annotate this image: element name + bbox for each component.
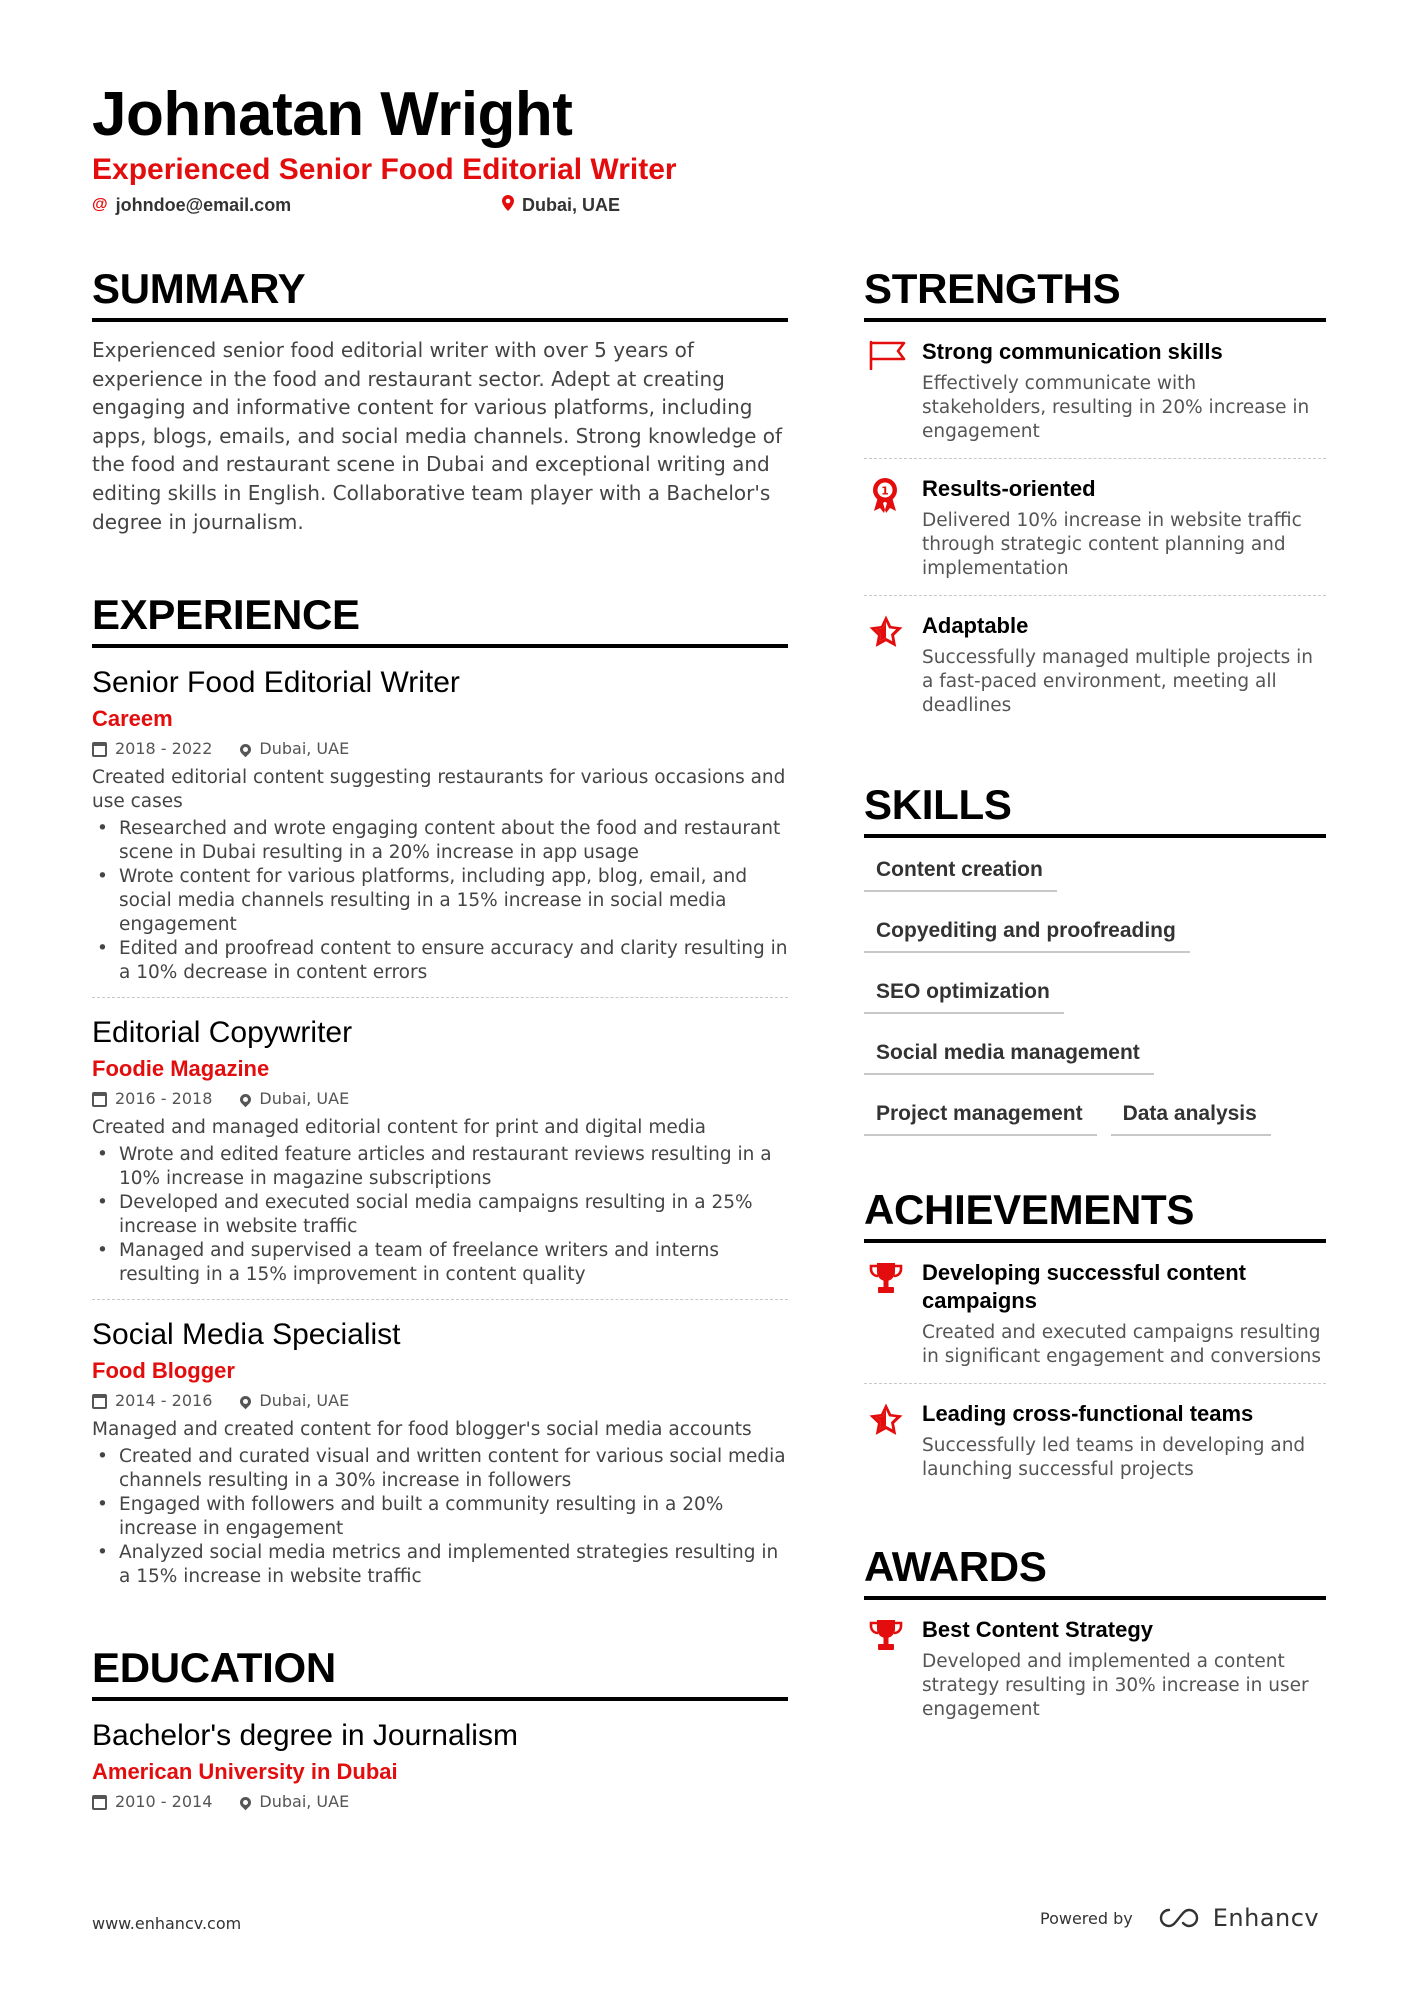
job-description: Managed and created content for food blogger's social media accounts — [92, 1419, 752, 1441]
calendar-icon — [92, 1795, 107, 1810]
contact-location — [502, 193, 620, 217]
job-bullets — [92, 1143, 788, 1287]
contact-email[interactable] — [92, 193, 291, 217]
skill-tag: Content creation — [864, 850, 1057, 892]
location-pin-icon — [502, 193, 514, 217]
job-bullets — [92, 1445, 788, 1589]
job-bullet: • Edited and proofread content to ensure accuracy and clarity resulting in a 10% decrease in content errors — [92, 937, 788, 985]
achievement-item — [864, 1243, 1326, 1384]
strength-desc: Delivered 10% increase in website traffic through strategic content planning and implementation — [922, 510, 1302, 579]
job-entry — [92, 1300, 788, 1601]
right-column — [864, 264, 1326, 1736]
award-item — [864, 1600, 1326, 1736]
achievement-title: Developing successful content campaigns — [922, 1260, 1246, 1313]
summary-text: Experienced senior food editorial writer with over 5 years of experience in the food and restaurant sector. Adept at creating engaging and informative content for various platforms, including apps, blogs, emails, and social media channels. Strong knowledge of the food and restaurant scene in Dubai and exceptional writing and editing skills in English. Collaborative team player with a Bachelor's degree in journalism. — [92, 338, 783, 534]
location-pin-icon — [238, 1794, 254, 1810]
skill-tag: Copyediting and proofreading — [864, 911, 1190, 953]
award-badge-icon — [864, 475, 922, 581]
achievements-heading: ACHIEVEMENTS — [864, 1185, 1326, 1243]
award-title: Best Content Strategy — [922, 1617, 1154, 1642]
enhancv-logo — [1157, 1904, 1319, 1932]
location-pin-icon — [238, 1393, 254, 1409]
education-section — [92, 1643, 788, 1813]
skills-section — [864, 780, 1326, 1155]
job-bullet: • Wrote and edited feature articles and restaurant reviews resulting in a 10% increase in magazine subscriptions — [92, 1143, 788, 1191]
job-bullet: • Researched and wrote engaging content about the food and restaurant scene in Dubai resulting in a 20% increase in app usage — [92, 817, 788, 865]
footer-brand[interactable] — [1040, 1904, 1319, 1932]
skill-tag: SEO optimization — [864, 972, 1064, 1014]
achievements-section — [864, 1185, 1326, 1496]
education-heading: EDUCATION — [92, 1643, 788, 1701]
strength-item — [864, 322, 1326, 459]
job-title: Editorial Copywriter — [92, 1016, 353, 1050]
strength-title: Strong communication skills — [922, 339, 1223, 364]
job-meta — [92, 738, 788, 760]
summary-section — [92, 264, 788, 536]
school: American University in Dubai — [92, 1759, 398, 1785]
job-bullet: • Analyzed social media metrics and implemented strategies resulting in a 15% increase in website traffic — [92, 1541, 788, 1589]
summary-heading: SUMMARY — [92, 264, 788, 322]
trophy-icon — [864, 1616, 922, 1722]
strength-title: Results-oriented — [922, 476, 1096, 501]
job-dates: 2014 - 2016 — [115, 1391, 213, 1411]
skill-tag: Social media management — [864, 1033, 1154, 1075]
job-location: Dubai, UAE — [259, 1391, 350, 1411]
job-company: Food Blogger — [92, 1358, 235, 1384]
job-company: Careem — [92, 706, 173, 732]
enhancv-logo-icon — [1157, 1906, 1203, 1930]
svg-text:1: 1 — [881, 484, 889, 498]
skill-tag: Data analysis — [1111, 1094, 1271, 1136]
job-location: Dubai, UAE — [259, 739, 350, 759]
strengths-section — [864, 264, 1326, 732]
job-bullet: • Created and curated visual and written content for various social media channels resulting in a 30% increase in followers — [92, 1445, 788, 1493]
job-bullets — [92, 817, 788, 985]
strengths-heading: STRENGTHS — [864, 264, 1326, 322]
achievement-item — [864, 1384, 1326, 1496]
email-text: johndoe@email.com — [115, 195, 292, 215]
job-meta — [92, 1088, 788, 1110]
awards-section — [864, 1542, 1326, 1736]
experience-section — [92, 590, 788, 1601]
experience-heading: EXPERIENCE — [92, 590, 788, 648]
job-description: Created and managed editorial content for print and digital media — [92, 1117, 706, 1139]
job-title: Social Media Specialist — [92, 1318, 401, 1352]
candidate-title: Experienced Senior Food Editorial Writer — [92, 153, 677, 186]
job-description: Created editorial content suggesting restaurants for various occasions and use cases — [92, 767, 786, 813]
education-meta — [92, 1791, 788, 1813]
candidate-name: Johnatan Wright — [92, 80, 573, 149]
skills-heading: SKILLS — [864, 780, 1326, 838]
strength-title: Adaptable — [922, 613, 1029, 638]
strength-desc: Effectively communicate with stakeholders, resulting in 20% increase in engagement — [922, 373, 1310, 442]
job-location: Dubai, UAE — [259, 1089, 350, 1109]
calendar-icon — [92, 742, 107, 757]
location-text: Dubai, UAE — [522, 195, 621, 215]
strength-item — [864, 459, 1326, 596]
degree: Bachelor's degree in Journalism — [92, 1719, 518, 1753]
location-pin-icon — [238, 1091, 254, 1107]
job-entry — [92, 998, 788, 1300]
achievement-title: Leading cross-functional teams — [922, 1401, 1254, 1426]
at-icon: @ — [92, 196, 108, 213]
strength-item — [864, 596, 1326, 732]
award-desc: Developed and implemented a content strategy resulting in 30% increase in user engagement — [922, 1651, 1309, 1720]
trophy-icon — [864, 1259, 922, 1369]
star-icon — [864, 612, 922, 718]
job-meta — [92, 1390, 788, 1412]
location-pin-icon — [238, 741, 254, 757]
job-dates: 2018 - 2022 — [115, 739, 213, 759]
star-icon — [864, 1400, 922, 1482]
job-title: Senior Food Editorial Writer — [92, 666, 460, 700]
job-entry — [92, 648, 788, 998]
footer-website[interactable]: www.enhancv.com — [92, 1914, 242, 1933]
left-column — [92, 264, 788, 1813]
flag-icon — [864, 338, 922, 444]
achievement-desc: Created and executed campaigns resulting in significant engagement and conversions — [922, 1322, 1322, 1367]
job-dates: 2016 - 2018 — [115, 1089, 213, 1109]
education-entry — [92, 1701, 788, 1813]
job-bullet: • Managed and supervised a team of freelance writers and interns resulting in a 15% improvement in content quality — [92, 1239, 788, 1287]
achievement-desc: Successfully led teams in developing and launching successful projects — [922, 1435, 1306, 1480]
job-bullet: • Developed and executed social media campaigns resulting in a 25% increase in website traffic — [92, 1191, 788, 1239]
education-location: Dubai, UAE — [259, 1792, 350, 1812]
powered-by-label: Powered by — [1040, 1908, 1133, 1928]
job-company: Foodie Magazine — [92, 1056, 270, 1082]
skills-list — [864, 838, 1326, 1155]
calendar-icon — [92, 1092, 107, 1107]
job-bullet: • Wrote content for various platforms, including app, blog, email, and social media channels resulting in a 15% increase in social media engagement — [92, 865, 788, 937]
job-bullet: • Engaged with followers and built a community resulting in a 20% increase in engagement — [92, 1493, 788, 1541]
calendar-icon — [92, 1394, 107, 1409]
awards-heading: AWARDS — [864, 1542, 1326, 1600]
education-dates: 2010 - 2014 — [115, 1792, 213, 1812]
strength-desc: Successfully managed multiple projects in a fast-paced environment, meeting all deadlines — [922, 647, 1314, 716]
brand-name: Enhancv — [1212, 1904, 1320, 1932]
skill-tag: Project management — [864, 1094, 1097, 1136]
